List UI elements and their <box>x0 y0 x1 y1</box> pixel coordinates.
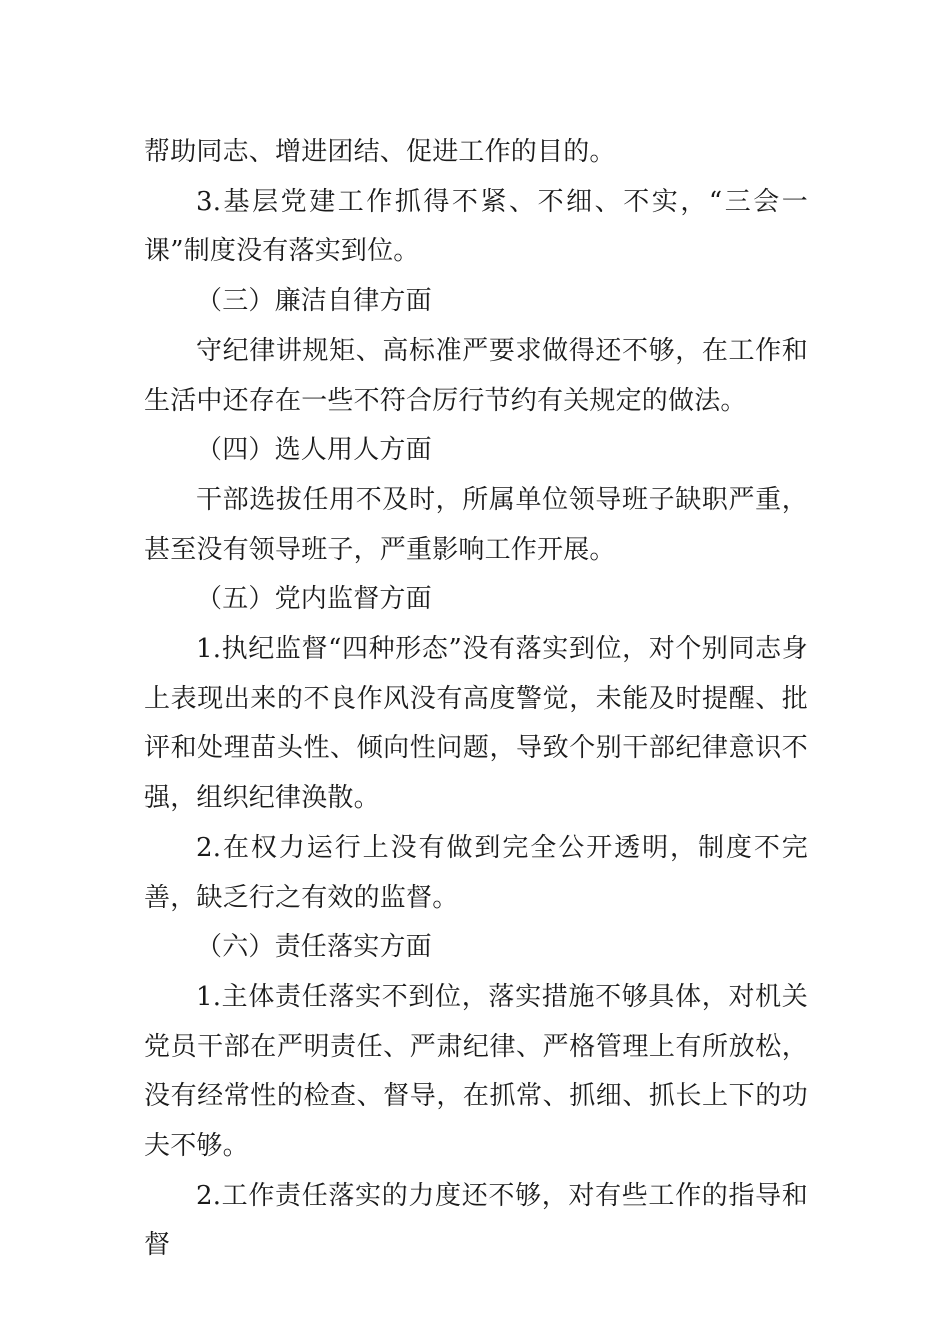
paragraph-integrity: 守纪律讲规矩、高标准严要求做得还不够，在工作和生活中还存在一些不符合厉行节约有关规定的做法。 <box>144 335 808 416</box>
paragraph-continuation: 帮助同志、增进团结、促进工作的目的。 <box>144 137 616 167</box>
section-heading-supervision: （五）党内监督方面 <box>196 584 432 615</box>
paragraph-supervision-2: 2.在权力运行上没有做到完全公开透明，制度不完善，缺乏行之有效的监督。 <box>144 832 808 913</box>
paragraph-responsibility-1: 1.主体责任落实不到位，落实措施不够具体，对机关党员干部在严明责任、严肃纪律、严格管理上有所放松，没有经常性的检查、督导，在抓常、抓细、抓长上下的功夫不够。 <box>144 981 808 1162</box>
paragraph-personnel: 干部选拔任用不及时，所属单位领导班子缺职严重，甚至没有领导班子，严重影响工作开展。 <box>144 484 808 565</box>
paragraph-responsibility-2: 2.工作责任落实的力度还不够，对有些工作的指导和督 <box>144 1180 808 1261</box>
paragraph-supervision-1: 1.执纪监督“四种形态”没有落实到位，对个别同志身上表现出来的不良作风没有高度警觉，未能及时提醒、批评和处理苗头性、倾向性问题，导致个别干部纪律意识不强，组织纪律涣散。 <box>144 634 808 814</box>
paragraph-item-3: 3.基层党建工作抓得不紧、不细、不实，“三会一课”制度没有落实到位。 <box>144 186 808 267</box>
document-body <box>144 128 808 1271</box>
section-heading-responsibility: （六）责任落实方面 <box>196 932 432 963</box>
section-heading-personnel: （四）选人用人方面 <box>196 435 432 466</box>
section-heading-integrity: （三）廉洁自律方面 <box>196 286 432 317</box>
